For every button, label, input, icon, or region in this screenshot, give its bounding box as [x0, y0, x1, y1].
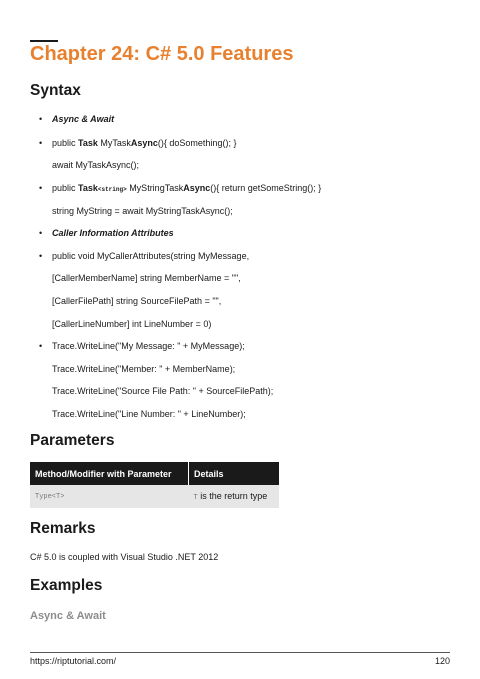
footer-link[interactable]: https://riptutorial.com/ [30, 656, 117, 666]
syntax-line-8: [CallerMemberName] string MemberName = "", [52, 273, 241, 283]
bullet-icon: • [39, 341, 43, 351]
section-heading-syntax: Syntax [30, 82, 81, 99]
page-number: 120 [434, 656, 450, 666]
syntax-line-14: Trace.WriteLine("Line Number: " + LineNumber); [52, 409, 246, 419]
bullet-icon: • [39, 114, 43, 124]
syntax-line-5: string MyString = await MyStringTaskAsync(); [52, 206, 233, 216]
syntax-line-11: • Trace.WriteLine("My Message: " + MyMessage); [39, 341, 245, 351]
bullet-icon: • [39, 251, 43, 261]
syntax-line-2: • public Task MyTaskAsync(){ doSomething(); } [39, 138, 237, 148]
bullet-icon: • [39, 183, 43, 193]
footer-divider [30, 652, 450, 653]
section-heading-parameters: Parameters [30, 432, 115, 449]
syntax-line-6: • Caller Information Attributes [39, 228, 174, 238]
table-header-row [30, 462, 279, 485]
syntax-line-3: await MyTaskAsync(); [52, 160, 140, 170]
parameters-table [30, 462, 279, 508]
examples-subheading: Async & Await [30, 610, 106, 622]
remarks-paragraph: C# 5.0 is coupled with Visual Studio .NET 2012 [30, 552, 219, 562]
syntax-line-1: • Async & Await [39, 114, 115, 124]
table-cell-param: Type<T> [30, 485, 189, 508]
table-cell-detail: T is the return type [189, 485, 280, 508]
bullet-icon: • [39, 228, 43, 238]
syntax-line-12: Trace.WriteLine("Member: " + MemberName); [52, 364, 236, 374]
syntax-line-7: • public void MyCallerAttributes(string MyMessage, [39, 251, 250, 261]
bullet-icon: • [39, 138, 43, 148]
table-row [30, 485, 279, 508]
syntax-line-4: • public Task<string> MyStringTaskAsync(){ return getSomeString(); } [39, 183, 322, 193]
syntax-line-10: [CallerLineNumber] int LineNumber = 0) [52, 319, 212, 329]
syntax-line-13: Trace.WriteLine("Source File Path: " + SourceFilePath); [52, 386, 274, 396]
section-heading-examples: Examples [30, 577, 103, 594]
syntax-line-9: [CallerFilePath] string SourceFilePath = "", [52, 296, 222, 306]
title-decoration-bar [30, 40, 58, 42]
section-heading-remarks: Remarks [30, 520, 96, 537]
table-header-cell: Method/Modifier with Parameter [30, 462, 189, 485]
chapter-title: Chapter 24: C# 5.0 Features [30, 43, 294, 65]
table-header-cell: Details [189, 462, 280, 485]
